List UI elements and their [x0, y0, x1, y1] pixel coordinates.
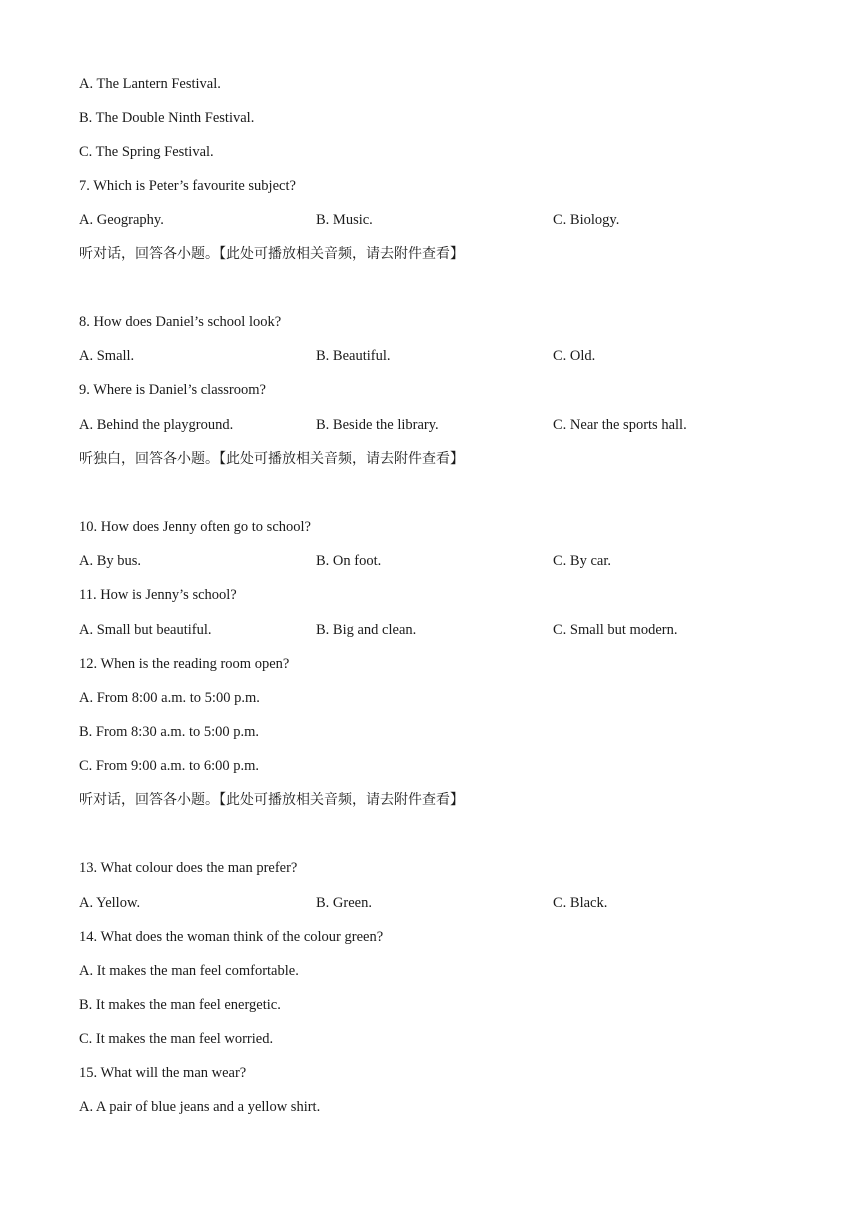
q13-options: [79, 893, 839, 913]
q11-option-b: B. Big and clean.: [316, 622, 417, 638]
q11-option-c: C. Small but modern.: [553, 622, 678, 638]
q12-option-c: C. From 9:00 a.m. to 6:00 p.m.: [79, 758, 260, 774]
listening-instruction-1: 听对话，回答各小题。【此处可播放相关音频，请去附件查看】: [79, 246, 464, 262]
q6-option-b: B. The Double Ninth Festival.: [79, 110, 255, 126]
q8-option-a: A. Small.: [79, 348, 135, 364]
q8-options: [79, 346, 839, 366]
q9-option-a: A. Behind the playground.: [79, 417, 234, 433]
q12-option-a: A. From 8:00 a.m. to 5:00 p.m.: [79, 690, 260, 706]
q7-options: [79, 210, 839, 230]
q7-option-c: C. Biology.: [553, 212, 620, 228]
q7-option-a: A. Geography.: [79, 212, 164, 228]
listening-instruction-2: 听独白，回答各小题。【此处可播放相关音频，请去附件查看】: [79, 451, 464, 467]
listening-instruction-3: 听对话，回答各小题。【此处可播放相关音频，请去附件查看】: [79, 792, 464, 808]
q14-question: 14. What does the woman think of the colour green?: [79, 929, 384, 945]
q9-option-b: B. Beside the library.: [316, 417, 439, 433]
q12-option-b: B. From 8:30 a.m. to 5:00 p.m.: [79, 724, 260, 740]
q10-option-c: C. By car.: [553, 553, 611, 569]
q13-option-c: C. Black.: [553, 895, 608, 911]
q9-option-c: C. Near the sports hall.: [553, 417, 687, 433]
q14-option-a: A. It makes the man feel comfortable.: [79, 963, 299, 979]
q11-question: 11. How is Jenny’s school?: [79, 587, 237, 603]
q9-options: [79, 415, 839, 435]
q14-option-b: B. It makes the man feel energetic.: [79, 997, 281, 1013]
q14-option-c: C. It makes the man feel worried.: [79, 1031, 274, 1047]
q6-option-c: C. The Spring Festival.: [79, 144, 214, 160]
q7-question: 7. Which is Peter’s favourite subject?: [79, 178, 296, 194]
q10-question: 10. How does Jenny often go to school?: [79, 519, 311, 535]
q6-option-a: A. The Lantern Festival.: [79, 76, 221, 92]
q7-option-b: B. Music.: [316, 212, 373, 228]
q13-question: 13. What colour does the man prefer?: [79, 860, 298, 876]
q8-option-c: C. Old.: [553, 348, 596, 364]
q11-option-a: A. Small but beautiful.: [79, 622, 212, 638]
q13-option-b: B. Green.: [316, 895, 372, 911]
q13-option-a: A. Yellow.: [79, 895, 141, 911]
q9-question: 9. Where is Daniel’s classroom?: [79, 382, 266, 398]
q12-question: 12. When is the reading room open?: [79, 656, 290, 672]
q10-options: [79, 551, 839, 571]
q11-options: [79, 620, 839, 640]
q15-option-a: A. A pair of blue jeans and a yellow shirt.: [79, 1099, 321, 1115]
q8-option-b: B. Beautiful.: [316, 348, 391, 364]
q8-question: 8. How does Daniel’s school look?: [79, 314, 282, 330]
q10-option-b: B. On foot.: [316, 553, 382, 569]
q10-option-a: A. By bus.: [79, 553, 142, 569]
q15-question: 15. What will the man wear?: [79, 1065, 247, 1081]
